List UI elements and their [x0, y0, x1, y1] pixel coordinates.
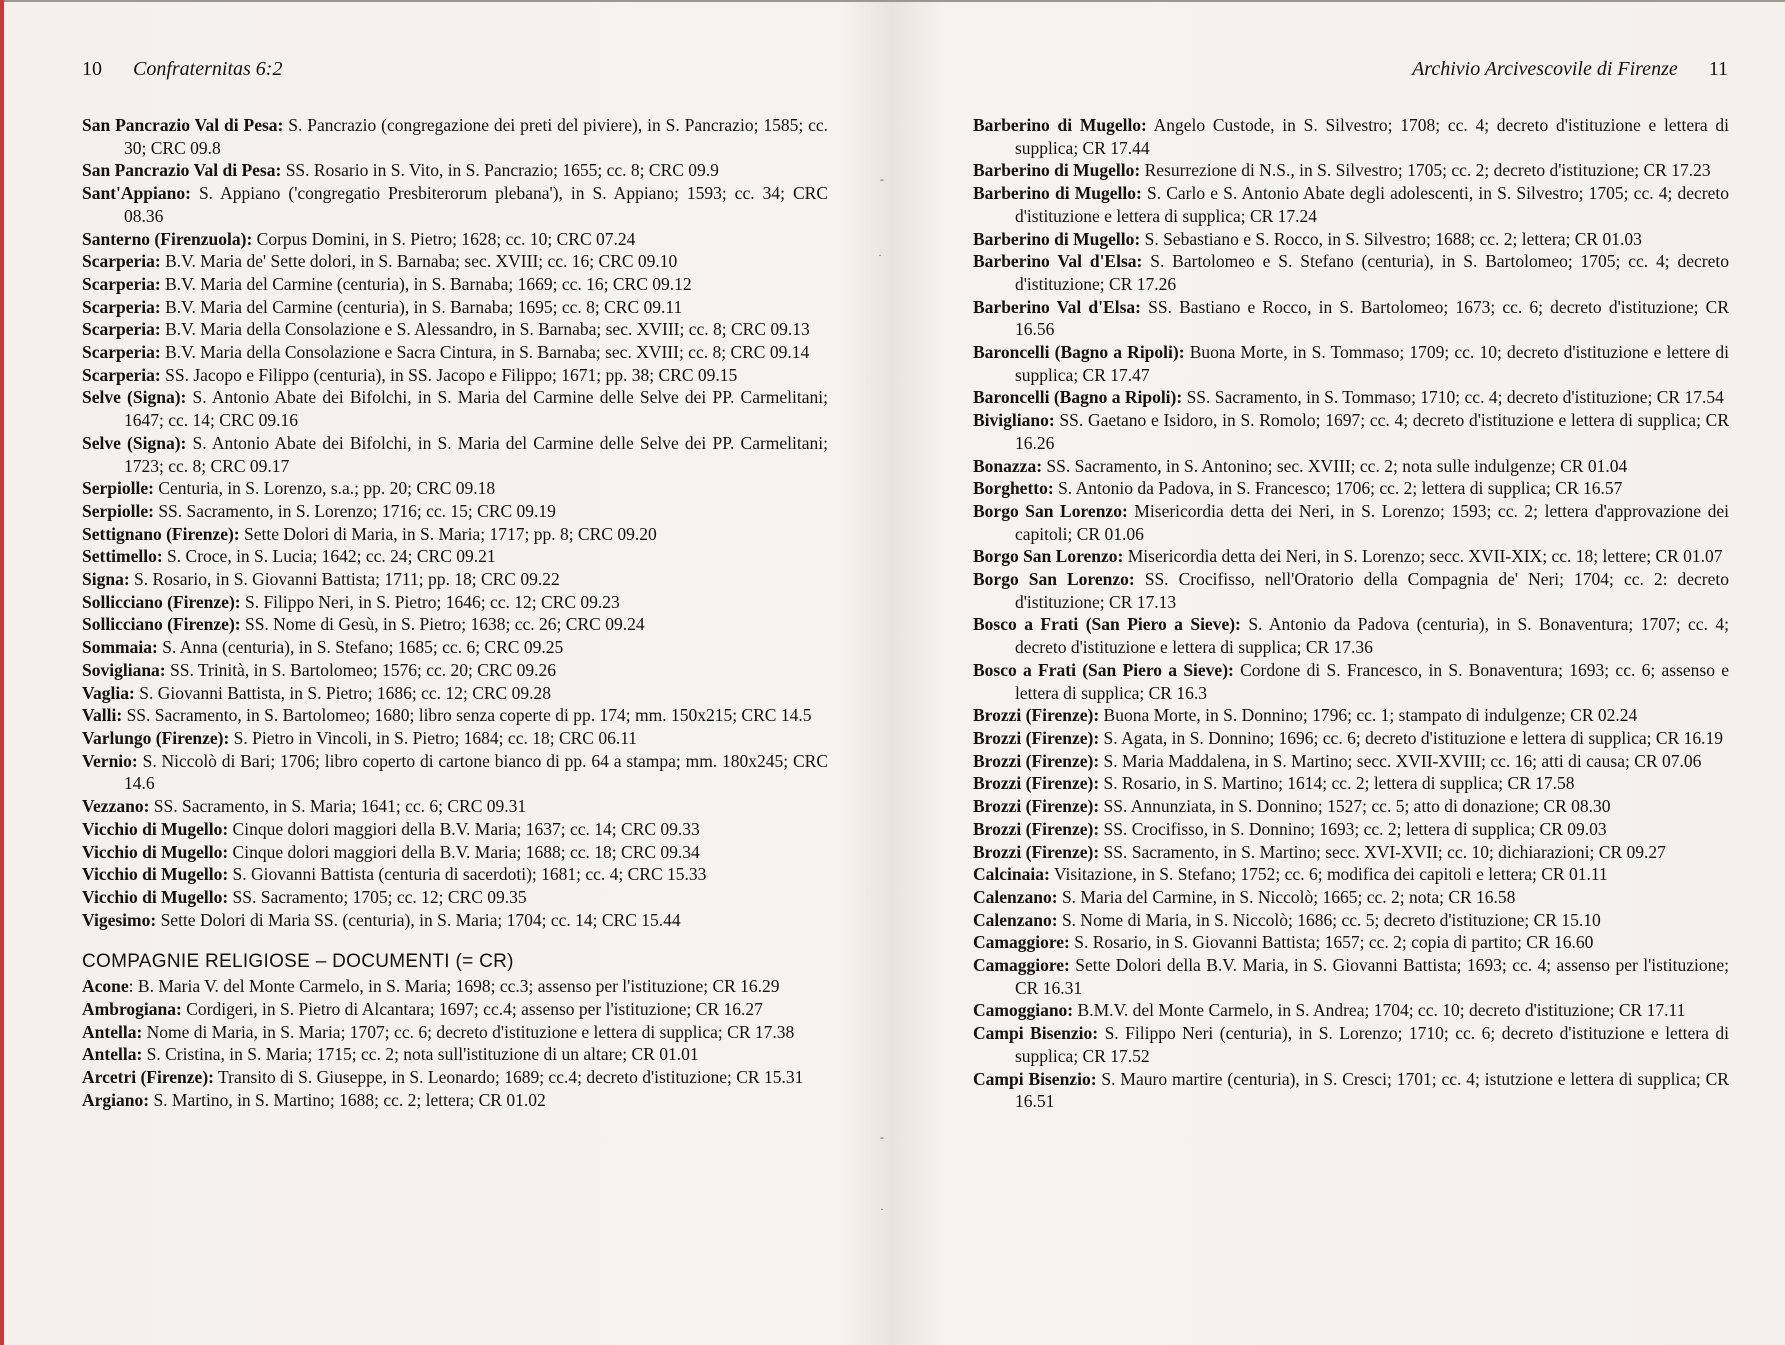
entry-place: Acone: [82, 976, 129, 997]
entry-text: SS. Sacramento, in S. Lorenzo; 1716; cc. 15; CRC 09.19: [153, 500, 556, 521]
entry-place: Calcinaia:: [973, 864, 1050, 885]
entry-text: SS. Sacramento, in S. Antonino; sec. XVIII; cc. 2; nota sulle indulgenze; CR 01.04: [1042, 455, 1628, 476]
entry-text: Centuria, in S. Lorenzo, s.a.; pp. 20; CRC 09.18: [153, 478, 496, 499]
index-entry: [973, 750, 1729, 773]
entry-text: S. Pietro in Vincoli, in S. Pietro; 1684; cc. 18; CRC 06.11: [229, 727, 638, 748]
entry-text: SS. Nome di Gesù, in S. Pietro; 1638; cc. 26; CRC 09.24: [240, 614, 645, 635]
index-entry: [82, 500, 828, 523]
index-entry: [973, 114, 1729, 159]
entry-text: : B. Maria V. del Monte Carmelo, in S. Maria; 1698; cc.3; assenso per l'istituzione; CR 16.29: [128, 976, 780, 997]
index-entry: [82, 1066, 828, 1089]
right-page-title: Archivio Arcivescovile di Firenze: [1412, 58, 1678, 80]
entry-text: B.V. Maria della Consolazione e S. Alessandro, in S. Barnaba; sec. XVIII; cc. 8; CRC 09.13: [160, 319, 810, 340]
entry-text: S. Rosario, in S. Giovanni Battista; 1657; cc. 2; copia di partito; CR 16.60: [1069, 932, 1594, 953]
entry-text: S. Mauro martire (centuria), in S. Cresci; 1701; cc. 4; istutzione e lettera di supplica; CR 16.51: [1015, 1068, 1729, 1112]
entry-place: San Pancrazio Val di Pesa:: [82, 115, 284, 135]
index-entry: [973, 909, 1729, 932]
entry-text: B.V. Maria della Consolazione e Sacra Cintura, in S. Barnaba; sec. XVIII; cc. 8; CRC 09.14: [160, 342, 810, 363]
entry-place: Argiano:: [82, 1089, 150, 1110]
index-entry: [973, 863, 1729, 886]
entry-text: S. Antonio da Padova (centuria), in S. Bonaventura; 1707; cc. 4; decreto d'istituzione e lettera di supplica; CR 17.36: [1015, 614, 1729, 658]
left-page-content: [82, 114, 828, 1112]
entry-place: Vicchio di Mugello:: [82, 864, 229, 885]
entry-text: SS. Annunziata, in S. Donnino; 1527; cc. 5; atto di donazione; CR 08.30: [1099, 796, 1611, 817]
entry-text: SS. Sacramento, in S. Bartolomeo; 1680; libro senza coperte di pp. 174; mm. 150x215; CRC 14.5: [122, 705, 812, 726]
index-entry: [82, 250, 828, 273]
index-entry: [82, 523, 828, 546]
index-entry: [82, 613, 828, 636]
entry-text: S. Niccolò di Bari; 1706; libro coperto di cartone bianco di pp. 64 a stampa; mm. 180x245; CRC 14.6: [124, 750, 828, 794]
index-entry: [973, 545, 1729, 568]
index-entry: [973, 886, 1729, 909]
entry-place: Camaggiore:: [973, 955, 1070, 976]
entry-place: San Pancrazio Val di Pesa:: [82, 160, 282, 181]
entry-text: Cinque dolori maggiori della B.V. Maria; 1688; cc. 18; CRC 09.34: [228, 841, 700, 862]
entry-text: S. Anna (centuria), in S. Stefano; 1685; cc. 6; CRC 09.25: [157, 637, 564, 658]
index-entry: [973, 613, 1729, 658]
entry-place: Camaggiore:: [973, 932, 1070, 953]
entry-place: Scarperia:: [82, 319, 161, 340]
right-page-header: [1412, 58, 1728, 81]
entry-place: Selve (Signa):: [82, 387, 187, 408]
left-page: [0, 0, 890, 1345]
entry-place: Vicchio di Mugello:: [82, 841, 229, 862]
entry-place: Sovigliana:: [82, 659, 166, 680]
index-entry: [82, 228, 828, 251]
index-entry: [82, 886, 828, 909]
entry-place: Brozzi (Firenze):: [973, 750, 1100, 771]
index-entry: [82, 659, 828, 682]
entry-place: Calenzano:: [973, 886, 1058, 907]
index-entry: [82, 682, 828, 705]
left-page-header: [82, 58, 282, 81]
entry-place: Vigesimo:: [82, 909, 157, 930]
entry-text: S. Rosario, in S. Giovanni Battista; 1711; pp. 18; CRC 09.22: [129, 569, 560, 590]
entry-place: Bonazza:: [973, 455, 1043, 476]
index-entry: [82, 795, 828, 818]
entry-place: Campi Bisenzio:: [973, 1023, 1099, 1044]
entry-text: Visitazione, in S. Stefano; 1752; cc. 6; modifica dei capitoli e lettera; CR 01.11: [1049, 864, 1608, 885]
index-entry: [973, 250, 1729, 295]
index-entry: [82, 975, 828, 998]
entry-text: S. Cristina, in S. Maria; 1715; cc. 2; nota sull'istituzione di un altare; CR 01.01: [142, 1044, 699, 1065]
index-entry: [82, 318, 828, 341]
right-page-content: [973, 114, 1729, 1113]
index-entry: [973, 182, 1729, 227]
index-entry: [82, 704, 828, 727]
entry-place: Signa:: [82, 569, 130, 590]
entry-place: Sommaia:: [82, 637, 158, 658]
index-entry: [82, 863, 828, 886]
entry-place: Scarperia:: [82, 296, 161, 317]
entry-place: Barberino Val d'Elsa:: [973, 251, 1143, 272]
gutter-mark: ·: [878, 248, 882, 262]
entry-place: Bivigliano:: [973, 410, 1055, 431]
entry-text: Buona Morte, in S. Donnino; 1796; cc. 1; stampato di indulgenze; CR 02.24: [1099, 705, 1638, 726]
entry-text: Transito di S. Giuseppe, in S. Leonardo; 1689; cc.4; decreto d'istituzione; CR 15.31: [213, 1067, 804, 1088]
index-entry: [82, 909, 828, 932]
index-entry: [973, 704, 1729, 727]
index-entry: [82, 750, 828, 795]
index-entry: [82, 341, 828, 364]
index-entry: [82, 568, 828, 591]
entry-place: Barberino di Mugello:: [973, 115, 1147, 135]
entry-text: S. Antonio Abate dei Bifolchi, in S. Maria del Carmine delle Selve dei PP. Carmelitani; 1647; cc. 14; CRC 09.16: [124, 387, 828, 431]
entry-text: S. Pancrazio (congregazione dei preti del piviere), in S. Pancrazio; 1585; cc. 30; CRC 09.8: [124, 115, 828, 158]
entry-text: Cinque dolori maggiori della B.V. Maria; 1637; cc. 14; CRC 09.33: [228, 818, 700, 839]
entry-text: Cordigeri, in S. Pietro di Alcantara; 1697; cc.4; assenso per l'istituzione; CR 16.27: [181, 999, 763, 1020]
index-entry: [82, 386, 828, 431]
entry-text: B.V. Maria de' Sette dolori, in S. Barnaba; sec. XVIII; cc. 16; CRC 09.10: [160, 251, 678, 272]
entry-text: B.M.V. del Monte Carmelo, in S. Andrea; 1704; cc. 10; decreto d'istituzione; CR 17.11: [1073, 1000, 1686, 1021]
index-entry: [82, 159, 828, 182]
index-entry: [973, 659, 1729, 704]
entry-place: Brozzi (Firenze):: [973, 796, 1100, 817]
entry-text: Misericordia detta dei Neri, in S. Lorenzo; 1593; cc. 2; lettera d'approvazione dei capitoli; CR 01.06: [1015, 500, 1729, 544]
entry-text: Sette Dolori di Maria SS. (centuria), in S. Maria; 1704; cc. 14; CRC 15.44: [156, 909, 681, 930]
gutter-mark: -: [880, 172, 884, 186]
index-entry: [82, 1021, 828, 1044]
section-heading: COMPAGNIE RELIGIOSE – DOCUMENTI (= CR): [82, 951, 514, 973]
entry-place: Brozzi (Firenze):: [973, 818, 1100, 839]
entry-place: Valli:: [82, 705, 123, 726]
entry-place: Borgo San Lorenzo:: [973, 569, 1135, 590]
entry-text: B.V. Maria del Carmine (centuria), in S. Barnaba; 1669; cc. 16; CRC 09.12: [160, 273, 692, 294]
index-entry: [82, 727, 828, 750]
right-page: [890, 0, 1785, 1345]
entry-place: Brozzi (Firenze):: [973, 773, 1100, 794]
index-entry: [973, 568, 1729, 613]
entry-text: SS. Bastiano e Rocco, in S. Bartolomeo; 1673; cc. 6; decreto d'istituzione; CR 16.56: [1015, 296, 1729, 340]
entry-text: Misericordia detta dei Neri, in S. Lorenzo; secc. XVII-XIX; cc. 18; lettere; CR 01.07: [1123, 546, 1723, 567]
entry-place: Campi Bisenzio:: [973, 1068, 1097, 1089]
index-entry: [973, 818, 1729, 841]
entry-place: Barberino di Mugello:: [973, 228, 1141, 249]
entry-place: Brozzi (Firenze):: [973, 727, 1100, 748]
index-entry: [973, 296, 1729, 341]
entry-text: S. Rosario, in S. Martino; 1614; cc. 2; lettera di supplica; CR 17.58: [1099, 773, 1575, 794]
entry-text: Angelo Custode, in S. Silvestro; 1708; cc. 4; decreto d'istituzione e lettera di supplica; CR 17.44: [1015, 115, 1729, 158]
index-entry: [973, 159, 1729, 182]
entry-text: S. Maria Maddalena, in S. Martino; secc. XVII-XVIII; cc. 16; atti di causa; CR 07.06: [1099, 750, 1702, 771]
index-entry: [973, 727, 1729, 750]
index-entry: [82, 432, 828, 477]
left-page-title: Confraternitas 6:2: [133, 58, 283, 80]
index-entry: [82, 114, 828, 159]
entry-place: Baroncelli (Bagno a Ripoli):: [973, 387, 1183, 408]
index-entry: [973, 841, 1729, 864]
entry-text: SS. Crocifisso, nell'Oratorio della Compagnia de' Neri; 1704; cc. 2: decreto d'istituzione; CR 17.13: [1015, 569, 1730, 612]
entry-text: S. Giovanni Battista (centuria di sacerdoti); 1681; cc. 4; CRC 15.33: [228, 864, 707, 885]
entry-text: S. Carlo e S. Antonio Abate degli adolescenti, in S. Silvestro; 1705; cc. 4; decreto d'istituzione e lettera di supplica; CR 17.24: [1015, 183, 1730, 226]
index-entry: [82, 545, 828, 568]
index-entry: [973, 477, 1729, 500]
entry-place: Brozzi (Firenze):: [973, 705, 1100, 726]
entry-text: SS. Crocifisso, in S. Donnino; 1693; cc. 2; lettera di supplica; CR 09.03: [1099, 818, 1607, 839]
index-entry: [82, 818, 828, 841]
entry-text: Resurrezione di N.S., in S. Silvestro; 1705; cc. 2; decreto d'istituzione; CR 17.23: [1140, 160, 1711, 181]
index-entry: [82, 841, 828, 864]
index-entry: [82, 273, 828, 296]
entry-text: SS. Gaetano e Isidoro, in S. Romolo; 1697; cc. 4; decreto d'istituzione e lettera di supplica; CR 16.26: [1015, 410, 1729, 453]
index-entry: [82, 591, 828, 614]
entry-place: Settimello:: [82, 546, 163, 567]
entry-text: SS. Sacramento; 1705; cc. 12; CRC 09.35: [228, 886, 527, 907]
entry-place: Vicchio di Mugello:: [82, 886, 229, 907]
entry-text: S. Nome di Maria, in S. Niccolò; 1686; cc. 5; decreto d'istituzione; CR 15.10: [1057, 909, 1601, 930]
entry-place: Serpiolle:: [82, 478, 154, 499]
entry-text: S. Sebastiano e S. Rocco, in S. Silvestro; 1688; cc. 2; lettera; CR 01.03: [1140, 228, 1642, 249]
index-entry: [973, 1022, 1729, 1067]
entry-text: Cordone di S. Francesco, in S. Bonaventura; 1693; cc. 6; assenso e lettera di supplica; CR 16.3: [1015, 659, 1729, 703]
index-entry: [973, 455, 1729, 478]
index-entry: [973, 228, 1729, 251]
right-entries: [973, 114, 1729, 1113]
entry-place: Selve (Signa):: [82, 432, 187, 453]
entry-text: S. Croce, in S. Lucia; 1642; cc. 24; CRC 09.21: [162, 546, 496, 567]
index-entry: [973, 931, 1729, 954]
entry-text: SS. Trinità, in S. Bartolomeo; 1576; cc. 20; CRC 09.26: [165, 659, 557, 680]
entry-place: Antella:: [82, 1021, 143, 1042]
entry-place: Sollicciano (Firenze):: [82, 591, 241, 612]
index-entry: [973, 500, 1729, 545]
entry-text: S. Appiano ('congregatio Presbiterorum plebana'), in S. Appiano; 1593; cc. 34; CRC 08.36: [124, 183, 828, 226]
entry-text: S. Maria del Carmine, in S. Niccolò; 1665; cc. 2; nota; CR 16.58: [1057, 886, 1516, 907]
entry-place: Camoggiano:: [973, 1000, 1074, 1021]
entry-text: SS. Jacopo e Filippo (centuria), in SS. Jacopo e Filippo; 1671; pp. 38; CRC 09.15: [160, 364, 738, 385]
index-entry: [82, 1089, 828, 1112]
entry-place: Scarperia:: [82, 364, 161, 385]
entry-text: B.V. Maria del Carmine (centuria), in S. Barnaba; 1695; cc. 8; CRC 09.11: [160, 296, 683, 317]
entry-place: Scarperia:: [82, 251, 161, 272]
right-page-number: 11: [1708, 58, 1728, 80]
entry-place: Barberino di Mugello:: [973, 160, 1141, 181]
entry-place: Borgo San Lorenzo:: [973, 500, 1128, 521]
left-entries-after: [82, 975, 828, 1111]
entry-place: Antella:: [82, 1044, 143, 1065]
index-entry: [973, 386, 1729, 409]
gutter-mark: ·: [880, 1202, 884, 1216]
entry-place: Barberino Val d'Elsa:: [973, 296, 1141, 317]
index-entry: [82, 182, 828, 227]
entry-text: SS. Rosario in S. Vito, in S. Pancrazio; 1655; cc. 8; CRC 09.9: [281, 160, 719, 181]
entry-place: Scarperia:: [82, 273, 161, 294]
entry-text: S. Martino, in S. Martino; 1688; cc. 2; lettera; CR 01.02: [149, 1089, 546, 1110]
entry-place: Bosco a Frati (San Piero a Sieve):: [973, 614, 1241, 635]
entry-place: Borghetto:: [973, 478, 1054, 499]
index-entry: [973, 999, 1729, 1022]
entry-place: Settignano (Firenze):: [82, 523, 240, 544]
index-entry: [82, 477, 828, 500]
entry-text: S. Filippo Neri (centuria), in S. Lorenzo; 1710; cc. 6; decreto d'istituzione e lettera di supplica; CR 17.52: [1015, 1023, 1729, 1066]
entry-place: Santerno (Firenzuola):: [82, 228, 253, 249]
entry-place: Varlungo (Firenze):: [82, 727, 230, 748]
index-entry: [82, 1043, 828, 1066]
entry-place: Baroncelli (Bagno a Ripoli):: [973, 342, 1185, 363]
entry-place: Ambrogiana:: [82, 999, 182, 1020]
left-entries-before: [82, 114, 828, 931]
entry-place: Brozzi (Firenze):: [973, 841, 1100, 862]
entry-text: Nome di Maria, in S. Maria; 1707; cc. 6; decreto d'istituzione e lettera di supplica; CR 17.38: [142, 1021, 795, 1042]
index-entry: [82, 636, 828, 659]
entry-place: Borgo San Lorenzo:: [973, 546, 1124, 567]
entry-text: SS. Sacramento, in S. Martino; secc. XVI-XVII; cc. 10; dichiarazioni; CR 09.27: [1099, 841, 1666, 862]
entry-place: Calenzano:: [973, 909, 1058, 930]
entry-text: SS. Sacramento, in S. Maria; 1641; cc. 6; CRC 09.31: [149, 796, 527, 817]
entry-text: Sette Dolori della B.V. Maria, in S. Giovanni Battista; 1693; cc. 4; assenso per l'istituzione; CR 16.31: [1015, 955, 1729, 998]
index-entry: [82, 998, 828, 1021]
entry-place: Vernio:: [82, 750, 138, 771]
left-page-number: 10: [82, 58, 102, 80]
entry-place: Vicchio di Mugello:: [82, 818, 229, 839]
entry-text: S. Filippo Neri, in S. Pietro; 1646; cc. 12; CRC 09.23: [240, 591, 620, 612]
gutter-mark: -: [880, 1130, 884, 1144]
index-entry: [973, 341, 1729, 386]
entry-text: S. Antonio da Padova, in S. Francesco; 1706; cc. 2; lettera di supplica; CR 16.57: [1053, 478, 1623, 499]
index-entry: [973, 1068, 1729, 1113]
entry-text: S. Agata, in S. Donnino; 1696; cc. 6; decreto d'istituzione e lettera di supplica; CR 16.19: [1099, 727, 1723, 748]
entry-place: Bosco a Frati (San Piero a Sieve):: [973, 659, 1234, 680]
index-entry: [973, 409, 1729, 454]
index-entry: [82, 296, 828, 319]
index-entry: [82, 364, 828, 387]
entry-text: S. Bartolomeo e S. Stefano (centuria), in S. Bartolomeo; 1705; cc. 4; decreto d'istituzione; CR 17.26: [1015, 251, 1729, 294]
entry-text: S. Antonio Abate dei Bifolchi, in S. Maria del Carmine delle Selve dei PP. Carmelitani; 1723; cc. 8; CRC 09.17: [124, 432, 828, 476]
entry-place: Serpiolle:: [82, 500, 154, 521]
entry-place: Vaglia:: [82, 682, 135, 703]
entry-text: Corpus Domini, in S. Pietro; 1628; cc. 10; CRC 07.24: [252, 228, 636, 249]
entry-text: SS. Sacramento, in S. Tommaso; 1710; cc. 4; decreto d'istituzione; CR 17.54: [1182, 387, 1724, 408]
entry-text: Buona Morte, in S. Tommaso; 1709; cc. 10; decreto d'istituzione e lettere di supplica; CR 17.47: [1015, 342, 1729, 385]
entry-place: Arcetri (Firenze):: [82, 1067, 214, 1088]
index-entry: [973, 795, 1729, 818]
entry-text: Sette Dolori di Maria, in S. Maria; 1717; pp. 8; CRC 09.20: [239, 523, 657, 544]
index-entry: [973, 772, 1729, 795]
entry-place: Sant'Appiano:: [82, 183, 191, 204]
entry-place: Sollicciano (Firenze):: [82, 614, 241, 635]
index-entry: [973, 954, 1729, 999]
entry-place: Scarperia:: [82, 342, 161, 363]
entry-place: Barberino di Mugello:: [973, 183, 1142, 204]
entry-place: Vezzano:: [82, 796, 150, 817]
entry-text: S. Giovanni Battista, in S. Pietro; 1686; cc. 12; CRC 09.28: [134, 682, 551, 703]
